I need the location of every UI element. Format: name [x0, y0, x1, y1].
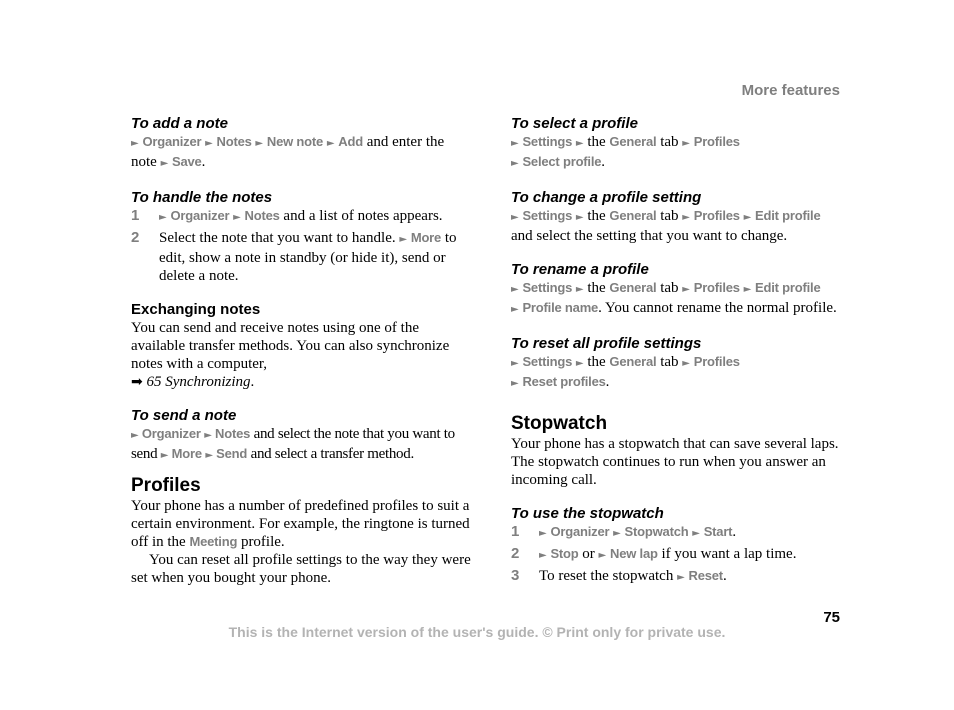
- exchanging-notes-heading: Exchanging notes: [131, 301, 261, 318]
- menu-stopwatch: Stopwatch: [624, 524, 689, 539]
- arrow-icon: ►: [255, 138, 264, 149]
- menu-profiles: Profiles: [693, 134, 740, 149]
- step-3: 3 To reset the stopwatch ► Reset.: [511, 567, 727, 584]
- step-number: 1: [511, 523, 520, 540]
- menu-profiles: Profiles: [693, 208, 740, 223]
- reference-arrow-icon: ➡: [131, 374, 143, 390]
- arrow-icon: ►: [511, 212, 519, 223]
- menu-edit-profile: Edit profile: [755, 208, 821, 223]
- arrow-icon: ►: [399, 234, 408, 245]
- arrow-icon: ►: [205, 450, 213, 461]
- arrow-icon: ►: [159, 212, 167, 223]
- arrow-icon: ►: [539, 528, 547, 539]
- arrow-icon: ►: [511, 138, 519, 149]
- arrow-icon: ►: [233, 212, 241, 223]
- menu-profiles: Profiles: [693, 280, 740, 295]
- menu-notes: Notes: [216, 134, 252, 149]
- arrow-icon: ►: [575, 138, 584, 149]
- reset-profile-heading: To reset all profile settings: [511, 335, 702, 352]
- menu-organizer: Organizer: [170, 208, 230, 223]
- arrow-icon: ►: [613, 528, 621, 539]
- menu-organizer: Organizer: [550, 524, 610, 539]
- arrow-icon: ►: [575, 284, 584, 295]
- menu-reset: Reset: [688, 568, 723, 583]
- step-number: 2: [511, 545, 520, 562]
- footer-notice: This is the Internet version of the user's guide. © Print only for private use.: [228, 624, 726, 640]
- menu-start: Start: [703, 524, 733, 539]
- menu-reset-profiles: Reset profiles: [522, 374, 606, 389]
- step-number: 2: [131, 229, 140, 246]
- select-profile-heading: To select a profile: [511, 115, 638, 132]
- arrow-icon: ►: [326, 138, 335, 149]
- handle-notes-heading: To handle the notes: [131, 189, 273, 206]
- arrow-icon: ►: [204, 430, 212, 441]
- arrow-icon: ►: [692, 528, 700, 539]
- menu-notes: Notes: [215, 426, 251, 441]
- text: .: [201, 154, 206, 170]
- add-note-heading: To add a note: [131, 115, 228, 132]
- menu-profiles: Profiles: [693, 354, 740, 369]
- menu-save: Save: [172, 154, 202, 169]
- menu-general: General: [609, 280, 657, 295]
- stopwatch-heading: Stopwatch: [511, 413, 608, 434]
- arrow-icon: ►: [575, 212, 584, 223]
- use-stopwatch-heading: To use the stopwatch: [511, 505, 664, 522]
- step-number: 3: [511, 567, 520, 584]
- menu-select-profile: Select profile: [522, 154, 602, 169]
- stopwatch-text: Your phone has a stopwatch that can save several laps. The stopwatch continues to run when you answer an incoming call.: [511, 436, 839, 488]
- menu-settings: Settings: [522, 354, 573, 369]
- menu-organizer: Organizer: [142, 134, 202, 149]
- menu-more: More: [410, 230, 442, 245]
- step-1: 1 ► Organizer ► Stopwatch ► Start.: [511, 523, 737, 540]
- menu-new-lap: New lap: [610, 546, 658, 561]
- arrow-icon: ►: [682, 138, 690, 149]
- send-note-heading: To send a note: [131, 407, 237, 424]
- menu-general: General: [609, 208, 657, 223]
- menu-general: General: [609, 354, 657, 369]
- menu-notes: Notes: [244, 208, 280, 223]
- menu-new-note: New note: [266, 134, 324, 149]
- profiles-text: Your phone has a number of predefined profiles to suit a certain environment. For example, the ringtone is turned off in the Meeting profile.: [131, 498, 470, 550]
- arrow-icon: ►: [131, 430, 139, 441]
- menu-settings: Settings: [522, 280, 573, 295]
- arrow-icon: ►: [682, 284, 690, 295]
- arrow-icon: ►: [598, 550, 607, 561]
- cross-reference: 65 Synchronizing: [146, 374, 251, 390]
- menu-settings: Settings: [522, 208, 573, 223]
- arrow-icon: ►: [575, 358, 584, 369]
- menu-organizer: Organizer: [141, 426, 201, 441]
- arrow-icon: ►: [511, 378, 519, 389]
- rename-profile-instructions: ► Settings ► the General tab ► Profiles ► Edit profile ► Profile name. You cannot rename the normal profile.: [511, 280, 837, 316]
- reset-profile-instructions: ► Settings ► the General tab ► Profiles ► Reset profiles.: [511, 354, 740, 390]
- change-profile-instructions: ► Settings ► the General tab ► Profiles ► Edit profile and select the setting that you want to change.: [511, 208, 821, 244]
- text: and a list of notes appears.: [279, 208, 443, 224]
- right-column: [511, 115, 846, 587]
- arrow-icon: ►: [160, 450, 169, 461]
- arrow-icon: ►: [511, 284, 519, 295]
- send-note-instructions: [131, 425, 471, 465]
- arrow-icon: ►: [205, 138, 213, 149]
- arrow-icon: ►: [682, 358, 690, 369]
- exchanging-notes-text: You can send and receive notes using one of the available transfer methods. You can also synchronize notes with a computer, ➡ 65 Synchronizing.: [131, 320, 450, 390]
- menu-settings: Settings: [522, 134, 573, 149]
- arrow-icon: ►: [511, 158, 519, 169]
- arrow-icon: ►: [743, 212, 752, 223]
- menu-general: General: [609, 134, 657, 149]
- menu-profile-name: Profile name: [522, 300, 599, 315]
- arrow-icon: ►: [743, 284, 752, 295]
- menu-add: Add: [338, 134, 363, 149]
- text: Select the note that you want to handle.: [159, 230, 400, 246]
- text: and enter the note: [131, 134, 445, 170]
- change-profile-heading: To change a profile setting: [511, 189, 702, 206]
- step-2: [131, 229, 471, 285]
- add-note-instructions: [131, 133, 471, 173]
- arrow-icon: ►: [131, 138, 139, 149]
- menu-send: Send: [216, 446, 248, 461]
- section-header: More features: [741, 82, 840, 99]
- profiles-heading: Profiles: [131, 475, 201, 496]
- text: and select the note that you want to send: [131, 426, 455, 462]
- arrow-icon: ►: [682, 212, 690, 223]
- menu-stop: Stop: [550, 546, 579, 561]
- step-number: 1: [131, 207, 140, 224]
- text: to edit, show a note in standby (or hide it), send or delete a note.: [159, 230, 457, 284]
- rename-profile-heading: To rename a profile: [511, 261, 649, 278]
- select-profile-instructions: ► Settings ► the General tab ► Profiles ► Select profile.: [511, 134, 740, 170]
- arrow-icon: ►: [539, 550, 547, 561]
- menu-edit-profile: Edit profile: [755, 280, 821, 295]
- arrow-icon: ►: [511, 304, 519, 315]
- left-column: [131, 115, 471, 587]
- step-2: 2 ► Stop or ► New lap if you want a lap time.: [511, 545, 797, 562]
- menu-more: More: [171, 446, 202, 461]
- arrow-icon: ►: [677, 572, 685, 583]
- text: and select a transfer method.: [247, 446, 414, 462]
- page-number: 75: [823, 609, 840, 626]
- step-1: [131, 207, 471, 227]
- menu-meeting: Meeting: [189, 534, 238, 549]
- arrow-icon: ►: [160, 158, 169, 169]
- arrow-icon: ►: [511, 358, 519, 369]
- profiles-reset-text: You can reset all profile settings to the way they were set when you bought your phone.: [131, 552, 471, 586]
